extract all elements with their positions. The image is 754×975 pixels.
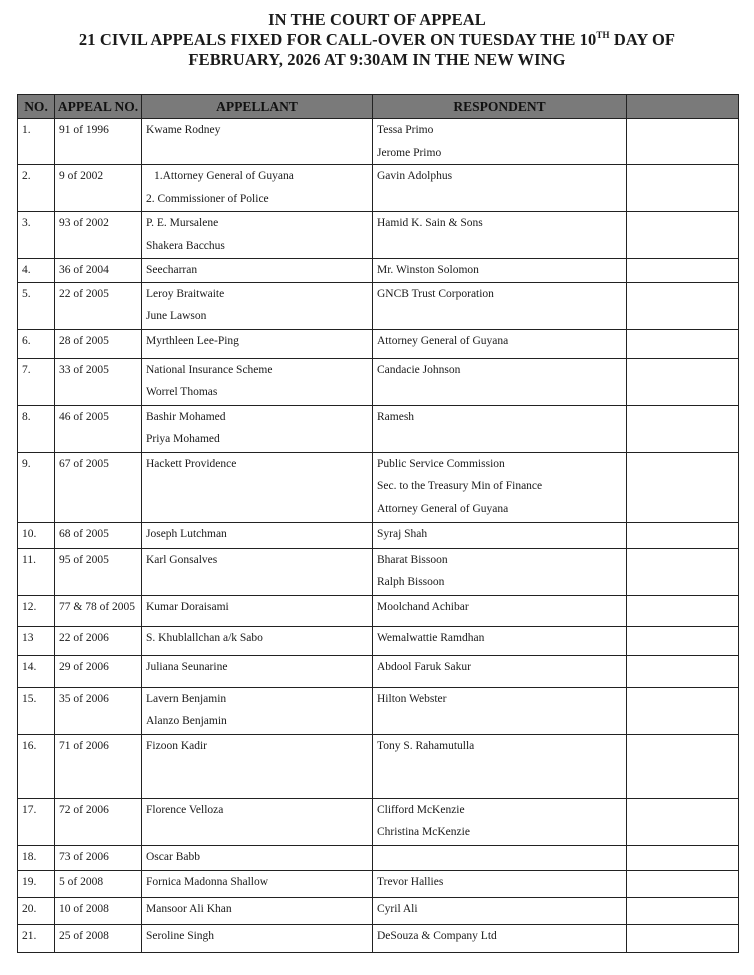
cell-appeal-no [55, 845, 142, 870]
cell-appeal-no [55, 655, 142, 687]
cell-blank [627, 924, 739, 952]
cell-no [18, 259, 55, 283]
respondent-name: Ramesh [377, 410, 415, 423]
cell-appellant [142, 870, 373, 897]
cell-appeal-no [55, 212, 142, 259]
table-row [18, 452, 739, 522]
appellant-name: Seecharran [146, 264, 198, 276]
row-number: 18. [22, 850, 37, 863]
row-number: 10. [22, 527, 37, 540]
respondent-name: Clifford McKenzie [377, 803, 465, 816]
cell-blank [627, 522, 739, 548]
appeal-number: 9 of 2002 [59, 170, 104, 182]
cell-appellant [142, 452, 373, 522]
cell-no [18, 687, 55, 734]
cell-blank [627, 452, 739, 522]
table-row [18, 259, 739, 283]
respondent-name: Attorney General of Guyana [377, 502, 509, 515]
cell-blank [627, 358, 739, 405]
respondent-name: Abdool Faruk Sakur [377, 660, 471, 673]
cell-no [18, 870, 55, 897]
table-row [18, 655, 739, 687]
row-number: 1. [22, 124, 31, 136]
row-number: 4. [22, 264, 31, 276]
appeal-number: 28 of 2005 [59, 334, 109, 347]
cell-blank [627, 687, 739, 734]
cell-appellant [142, 897, 373, 924]
appellant-name: Kumar Doraisami [146, 600, 229, 613]
row-number: 9. [22, 457, 31, 470]
respondent-name: DeSouza & Company Ltd [377, 929, 497, 942]
appellant-name: P. E. Mursalene [146, 217, 219, 229]
row-number: 16. [22, 739, 37, 752]
cell-no [18, 212, 55, 259]
respondent-name: Bharat Bissoon [377, 553, 448, 566]
cell-no [18, 924, 55, 952]
table-header-row [18, 95, 739, 119]
column-header-blank [627, 95, 739, 119]
table-row [18, 595, 739, 626]
appeal-number: 95 of 2005 [59, 553, 109, 566]
cell-appeal-no [55, 548, 142, 595]
cell-no [18, 897, 55, 924]
table-row [18, 845, 739, 870]
ordinal-suffix: TH [596, 30, 610, 40]
row-number: 15. [22, 692, 37, 705]
appeal-number: 5 of 2008 [59, 875, 104, 888]
table-row [18, 119, 739, 165]
cell-blank [627, 845, 739, 870]
respondent-name: Wemalwattie Ramdhan [377, 631, 485, 644]
row-number: 5. [22, 287, 31, 300]
row-number: 21. [22, 929, 37, 942]
cell-appellant [142, 845, 373, 870]
appellant-name: Kwame Rodney [146, 124, 221, 136]
appeal-number: 91 of 1996 [59, 124, 109, 136]
appeal-number: 36 of 2004 [59, 264, 109, 276]
appeal-number: 77 & 78 of 2005 [59, 600, 136, 613]
cell-appellant [142, 924, 373, 952]
cell-respondent [373, 626, 627, 655]
cell-appeal-no [55, 798, 142, 845]
respondent-name: Cyril Ali [377, 902, 418, 915]
cell-respondent [373, 870, 627, 897]
cell-blank [627, 259, 739, 283]
cell-no [18, 798, 55, 845]
appellant-name: Joseph Lutchman [146, 527, 227, 540]
appellant-name: Priya Mohamed [146, 433, 220, 445]
table-row [18, 358, 739, 405]
cell-respondent [373, 165, 627, 212]
cell-appellant [142, 282, 373, 329]
respondent-name: Sec. to the Treasury Min of Finance [377, 480, 543, 492]
cell-blank [627, 897, 739, 924]
row-number: 2. [22, 170, 31, 182]
cell-appeal-no [55, 522, 142, 548]
cell-blank [627, 165, 739, 212]
column-header-appellant: APPELLANT [142, 95, 373, 119]
table-row [18, 405, 739, 452]
cell-appeal-no [55, 687, 142, 734]
respondent-name: GNCB Trust Corporation [377, 287, 494, 300]
cell-respondent [373, 329, 627, 358]
cell-blank [627, 595, 739, 626]
cell-blank [627, 798, 739, 845]
cell-blank [627, 870, 739, 897]
cell-appellant [142, 165, 373, 212]
appellant-name: Worrel Thomas [146, 386, 218, 398]
cell-no [18, 845, 55, 870]
appellant-name: Oscar Babb [146, 850, 200, 863]
cell-appellant [142, 522, 373, 548]
appeal-number: 93 of 2002 [59, 217, 109, 229]
cell-appellant [142, 358, 373, 405]
cell-appeal-no [55, 870, 142, 897]
respondent-name: Hamid K. Sain & Sons [377, 217, 483, 229]
table-row [18, 897, 739, 924]
cell-no [18, 626, 55, 655]
cell-no [18, 405, 55, 452]
appellant-name: Bashir Mohamed [146, 410, 226, 423]
row-number: 11. [22, 553, 36, 566]
cell-blank [627, 212, 739, 259]
cell-respondent [373, 687, 627, 734]
appeal-number: 71 of 2006 [59, 739, 109, 752]
cell-appellant [142, 687, 373, 734]
table-row [18, 798, 739, 845]
cell-blank [627, 282, 739, 329]
appeal-number: 73 of 2006 [59, 850, 109, 863]
cell-appeal-no [55, 452, 142, 522]
table-row [18, 870, 739, 897]
cell-no [18, 734, 55, 798]
cell-appellant [142, 212, 373, 259]
cell-no [18, 452, 55, 522]
cell-no [18, 165, 55, 212]
column-header-appeal-no: APPEAL NO. [55, 95, 142, 119]
appellant-name: Florence Velloza [146, 803, 224, 816]
appeal-number: 22 of 2005 [59, 287, 109, 300]
appeal-number: 67 of 2005 [59, 457, 109, 470]
table-row [18, 522, 739, 548]
appeal-number: 68 of 2005 [59, 527, 109, 540]
call-over-title [0, 30, 754, 50]
appellant-name: Alanzo Benjamin [146, 715, 227, 727]
cell-appeal-no [55, 165, 142, 212]
appeal-number: 10 of 2008 [59, 902, 109, 915]
cell-respondent [373, 282, 627, 329]
cell-appeal-no [55, 329, 142, 358]
appeal-number: 35 of 2006 [59, 692, 109, 705]
cell-appeal-no [55, 119, 142, 165]
appeals-table [17, 94, 739, 953]
cell-no [18, 595, 55, 626]
cell-blank [627, 119, 739, 165]
appellant-name: Juliana Seunarine [146, 660, 228, 673]
cell-respondent [373, 405, 627, 452]
cell-respondent [373, 924, 627, 952]
cell-appeal-no [55, 734, 142, 798]
respondent-name: Ralph Bissoon [377, 576, 445, 588]
cell-respondent [373, 212, 627, 259]
cell-respondent [373, 845, 627, 870]
cell-appeal-no [55, 897, 142, 924]
respondent-name: Attorney General of Guyana [377, 334, 509, 347]
respondent-name: Syraj Shah [377, 527, 428, 540]
respondent-name: Public Service Commission [377, 457, 505, 470]
cell-blank [627, 626, 739, 655]
call-over-title-main: 21 CIVIL APPEALS FIXED FOR CALL-OVER ON TUESDAY THE 10 [78, 30, 597, 49]
cell-appellant [142, 405, 373, 452]
appellant-name: Lavern Benjamin [146, 692, 227, 705]
cell-respondent [373, 798, 627, 845]
table-row [18, 165, 739, 212]
row-number: 13 [22, 631, 34, 644]
appellant-name: Mansoor Ali Khan [146, 902, 232, 915]
row-number: 3. [22, 217, 31, 229]
cell-appeal-no [55, 405, 142, 452]
row-number: 14. [22, 660, 37, 673]
row-number: 20. [22, 902, 37, 915]
row-number: 8. [22, 410, 31, 423]
table-row [18, 548, 739, 595]
appellant-name: 1.Attorney General of Guyana [154, 170, 294, 182]
cell-blank [627, 405, 739, 452]
table-row [18, 687, 739, 734]
row-number: 19. [22, 875, 37, 888]
cell-respondent [373, 595, 627, 626]
table-row [18, 626, 739, 655]
cell-appellant [142, 259, 373, 283]
row-number: 6. [22, 334, 31, 347]
cell-respondent [373, 655, 627, 687]
cell-respondent [373, 358, 627, 405]
cell-appellant [142, 734, 373, 798]
cell-appellant [142, 329, 373, 358]
respondent-name: Tony S. Rahamutulla [377, 739, 475, 752]
respondent-name: Hilton Webster [377, 692, 447, 705]
respondent-name: Christina McKenzie [377, 826, 470, 838]
cell-appeal-no [55, 924, 142, 952]
respondent-name: Mr. Winston Solomon [377, 264, 479, 276]
cell-blank [627, 329, 739, 358]
appellant-name: Karl Gonsalves [146, 553, 218, 566]
cell-appeal-no [55, 358, 142, 405]
appellant-name: Fornica Madonna Shallow [146, 875, 269, 888]
cell-appellant [142, 595, 373, 626]
cell-no [18, 282, 55, 329]
court-title: IN THE COURT OF APPEAL [268, 10, 486, 29]
appellant-name: Shakera Bacchus [146, 239, 225, 252]
cell-blank [627, 655, 739, 687]
cell-appellant [142, 626, 373, 655]
respondent-name: Tessa Primo [377, 124, 434, 136]
cell-respondent [373, 452, 627, 522]
cell-no [18, 329, 55, 358]
appeal-number: 33 of 2005 [59, 363, 109, 376]
cell-no [18, 655, 55, 687]
date-line: FEBRUARY, 2026 AT 9:30AM IN THE NEW WING [188, 50, 566, 69]
cell-respondent [373, 259, 627, 283]
call-over-title-end: DAY OF [609, 30, 676, 49]
cell-appeal-no [55, 259, 142, 283]
document-header [0, 10, 754, 70]
respondent-name: Trevor Hallies [377, 875, 444, 888]
cell-appellant [142, 119, 373, 165]
appellant-name: S. Khublallchan a/k Sabo [146, 631, 263, 644]
appeal-number: 46 of 2005 [59, 410, 109, 423]
cell-appeal-no [55, 595, 142, 626]
cell-appellant [142, 798, 373, 845]
respondent-name: Moolchand Achibar [377, 600, 469, 613]
appellant-name: Seroline Singh [146, 929, 215, 942]
table-body [18, 119, 739, 953]
appeal-number: 22 of 2006 [59, 631, 109, 644]
cell-no [18, 522, 55, 548]
cell-appeal-no [55, 282, 142, 329]
table-row [18, 212, 739, 259]
cell-appeal-no [55, 626, 142, 655]
appellant-name: Hackett Providence [146, 457, 237, 470]
cell-appellant [142, 655, 373, 687]
appeal-number: 72 of 2006 [59, 803, 109, 816]
appellant-name: Leroy Braitwaite [146, 287, 225, 300]
cell-blank [627, 548, 739, 595]
row-number: 7. [22, 363, 31, 376]
appellant-name: Myrthleen Lee-Ping [146, 334, 239, 347]
cell-no [18, 358, 55, 405]
table-row [18, 282, 739, 329]
respondent-name: Candacie Johnson [377, 363, 461, 376]
appellant-name: 2. Commissioner of Police [146, 192, 269, 205]
column-header-no: NO. [18, 95, 55, 119]
cell-respondent [373, 548, 627, 595]
cell-no [18, 119, 55, 165]
respondent-name: Gavin Adolphus [377, 170, 453, 182]
appellant-name: June Lawson [146, 310, 207, 322]
appellant-name: Fizoon Kadir [146, 739, 208, 752]
row-number: 12. [22, 600, 37, 613]
appeal-number: 25 of 2008 [59, 929, 109, 942]
table-row [18, 734, 739, 798]
table-row [18, 924, 739, 952]
column-header-respondent: RESPONDENT [373, 95, 627, 119]
cell-appellant [142, 548, 373, 595]
row-number: 17. [22, 803, 37, 816]
table-row [18, 329, 739, 358]
cell-no [18, 548, 55, 595]
respondent-name: Jerome Primo [377, 146, 442, 159]
cell-respondent [373, 897, 627, 924]
cell-respondent [373, 522, 627, 548]
cell-blank [627, 734, 739, 798]
cell-respondent [373, 119, 627, 165]
cell-respondent [373, 734, 627, 798]
appellant-name: National Insurance Scheme [146, 363, 273, 376]
appeal-number: 29 of 2006 [59, 660, 109, 673]
